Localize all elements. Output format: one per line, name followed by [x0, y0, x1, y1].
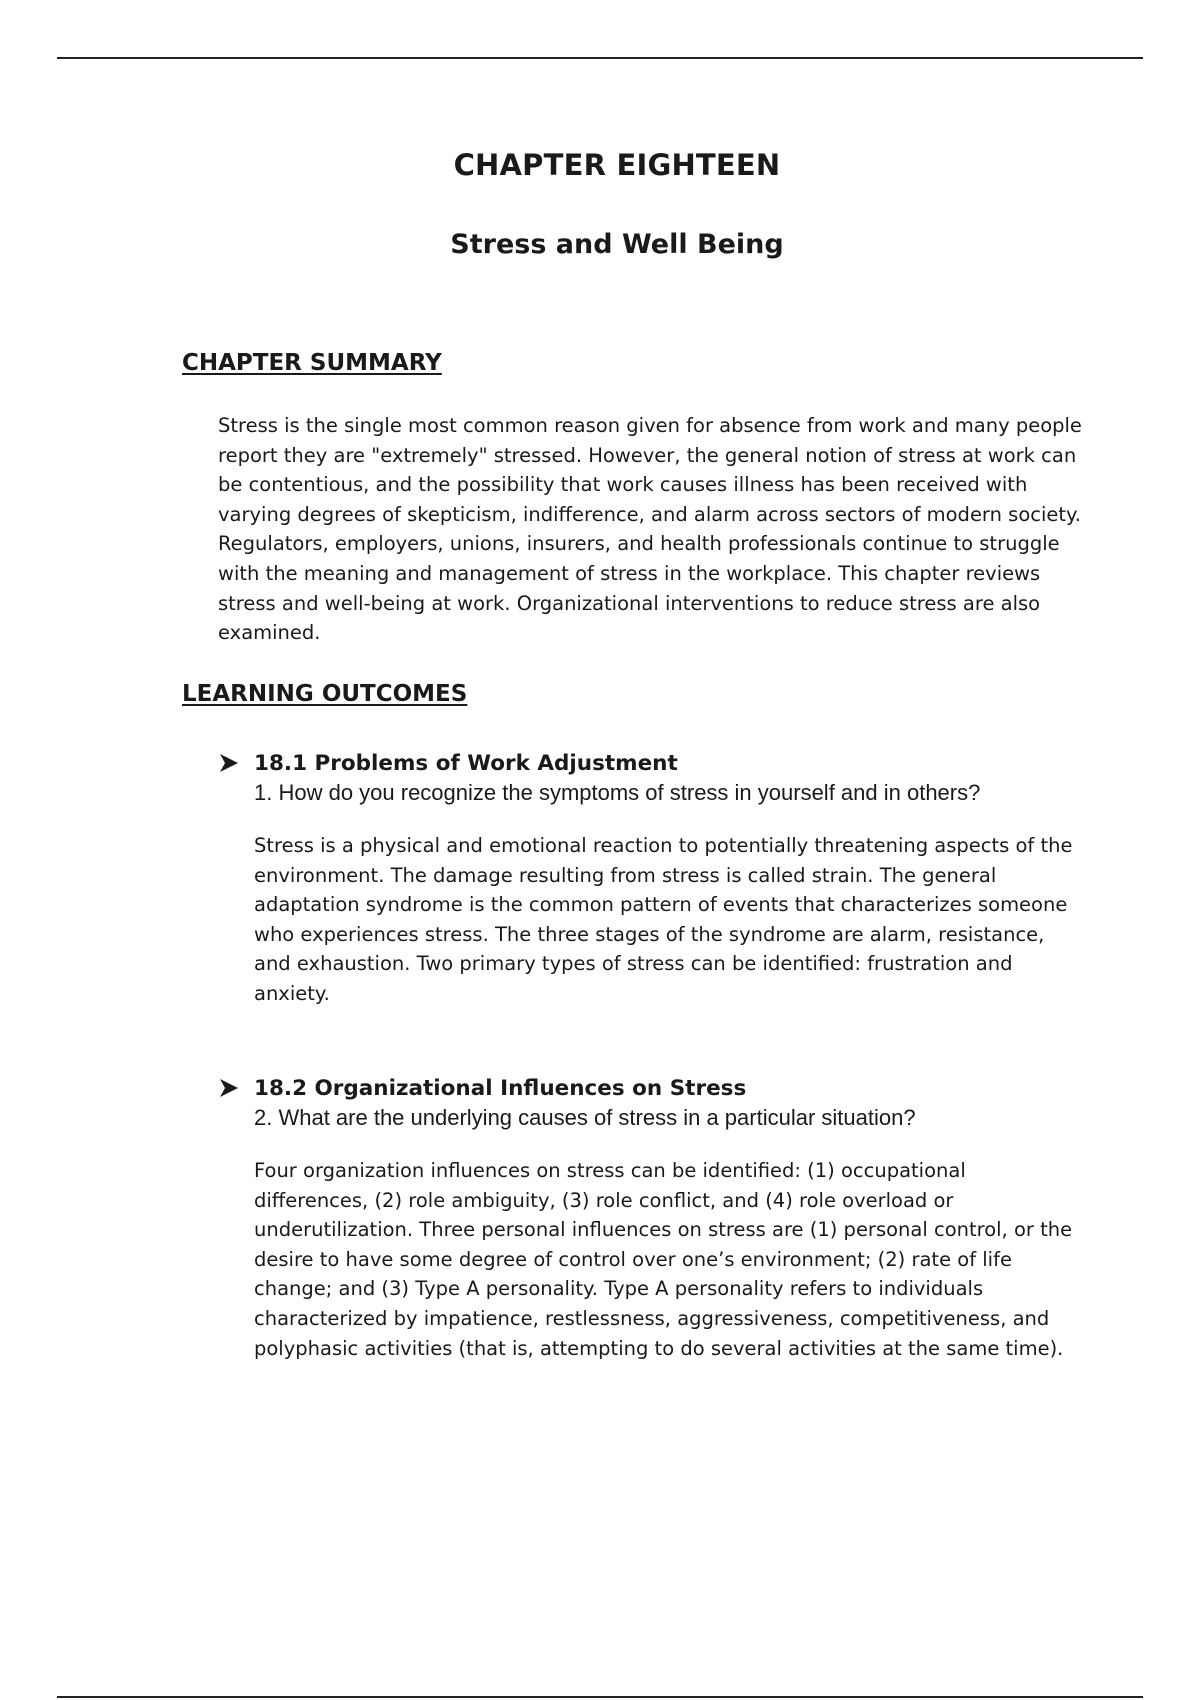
learning-outcomes-heading: LEARNING OUTCOMES	[182, 681, 468, 707]
chapter-subtitle: Stress and Well Being	[450, 229, 784, 260]
learning-outcome-title: 18.2 Organizational Influences on Stress	[254, 1075, 747, 1101]
arrowhead-bullet-icon	[218, 1077, 254, 1099]
top-rule	[57, 57, 1143, 59]
learning-outcome-header	[218, 1071, 1098, 1105]
chapter-summary-heading: CHAPTER SUMMARY	[182, 350, 442, 376]
bottom-rule	[57, 1696, 1143, 1698]
chapter-summary-text: Stress is the single most common reason given for absence from work and many people report they are "extremely" stressed. However, the general notion of stress at work can be contentious, and the possibility that work causes illness has been received with varying degrees of skepticism, indifference, and alarm across sectors of modern society. Regulators, employers, unions, insurers, and health professionals continue to struggle with the meaning and management of stress in the workplace. This chapter reviews stress and well-being at work. Organizational interventions to reduce stress are also examined.	[218, 414, 1082, 645]
arrowhead-bullet-icon	[218, 752, 254, 774]
learning-outcome-item	[218, 746, 1098, 1009]
learning-outcome-header	[218, 746, 1098, 780]
learning-outcome-item	[218, 1071, 1098, 1363]
learning-outcome-body	[254, 780, 1074, 1009]
learning-outcome-question: 1. How do you recognize the symptoms of stress in yourself and in others?	[254, 780, 981, 805]
learning-outcome-answer: Four organization influences on stress can be identified: (1) occupational differences, (2) role ambiguity, (3) role conflict, and (4) role overload or underutilization. Three personal influences on stress are (1) personal control, or the desire to have some degree of control over one’s environment; (2) rate of life change; and (3) Type A personality. Type A personality refers to individuals characterized by impatience, restlessness, aggressiveness, competitiveness, and polyphasic activities (that is, attempting to do several activities at the same time).	[254, 1159, 1073, 1360]
learning-outcome-answer: Stress is a physical and emotional reaction to potentially threatening aspects of the environment. The damage resulting from stress is called strain. The general adaptation syndrome is the common pattern of events that characterizes someone who experiences stress. The three stages of the syndrome are alarm, resistance, and exhaustion. Two primary types of stress can be identified: frustration and anxiety.	[254, 834, 1073, 1005]
chapter-title: CHAPTER EIGHTEEN	[453, 148, 781, 182]
learning-outcome-question: 2. What are the underlying causes of stress in a particular situation?	[254, 1105, 916, 1130]
learning-outcome-title: 18.1 Problems of Work Adjustment	[254, 750, 678, 776]
learning-outcome-body	[254, 1105, 1074, 1363]
